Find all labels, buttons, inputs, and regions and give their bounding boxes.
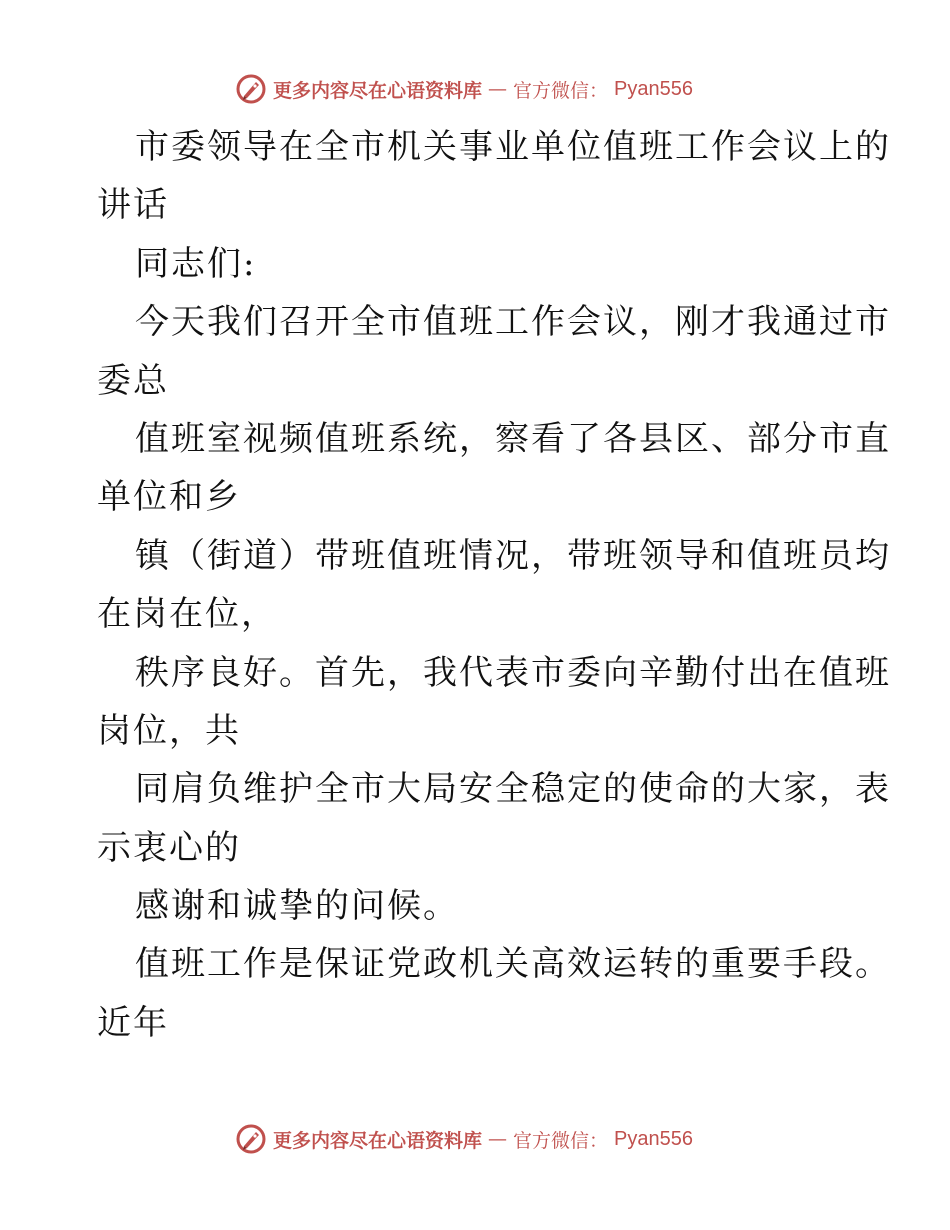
footer-banner bbox=[235, 1122, 693, 1156]
banner-wechat-id: Pyan556 bbox=[614, 1127, 693, 1150]
banner-wechat-id: Pyan556 bbox=[614, 77, 693, 100]
text-line: 秩序良好。首先，我代表市委向辛勤付出在值班 bbox=[135, 652, 891, 693]
text-line: 感谢和诚挚的问候。 bbox=[135, 886, 459, 927]
document-body bbox=[97, 118, 891, 1052]
banner-wechat-label: 官方微信： bbox=[513, 79, 609, 102]
text-line: 同志们: bbox=[135, 243, 257, 284]
text-line: 同肩负维护全市大局安全稳定的使命的大家，表 bbox=[135, 769, 891, 810]
text-line: 在岗在位， bbox=[97, 594, 277, 635]
text-line: 值班室视频值班系统，察看了各县区、部分市直 bbox=[135, 418, 891, 459]
text-line: 近年 bbox=[97, 1002, 169, 1043]
text-line: 镇（街道）带班值班情况，带班领导和值班员均 bbox=[135, 535, 891, 576]
text-line: 单位和乡 bbox=[97, 477, 241, 518]
pen-logo-icon bbox=[235, 73, 267, 105]
header-banner bbox=[235, 72, 693, 106]
text-line: 示衷心的 bbox=[97, 827, 241, 868]
text-line: 今天我们召开全市值班工作会议，刚才我通过市 bbox=[135, 302, 891, 343]
banner-separator: — bbox=[488, 1128, 508, 1150]
banner-promo-text: 更多内容尽在心语资料库 bbox=[273, 79, 483, 102]
text-line: 值班工作是保证党政机关高效运转的重要手段。 bbox=[135, 944, 891, 985]
banner-wechat-label: 官方微信： bbox=[513, 1129, 609, 1152]
text-line: 讲话 bbox=[97, 185, 169, 226]
pen-logo-icon bbox=[235, 1123, 267, 1155]
text-line: 市委领导在全市机关事业单位值班工作会议上的 bbox=[135, 127, 891, 167]
banner-promo-text: 更多内容尽在心语资料库 bbox=[273, 1129, 483, 1152]
banner-separator: — bbox=[488, 78, 508, 100]
text-line: 委总 bbox=[97, 360, 169, 401]
text-line: 岗位，共 bbox=[97, 710, 241, 751]
